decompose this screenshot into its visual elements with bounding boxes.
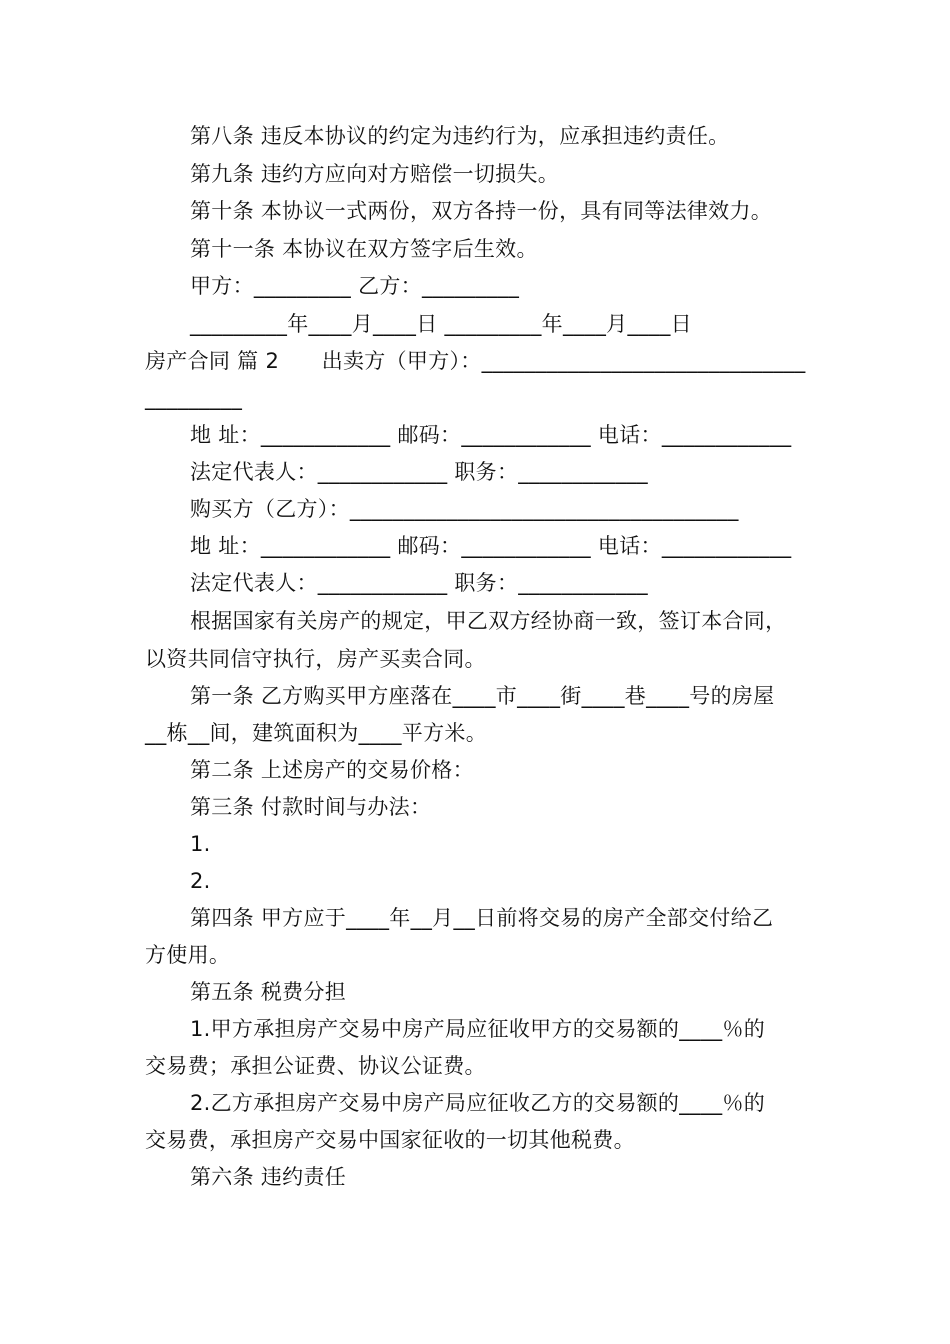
article-6-heading: 第六条 违约责任 xyxy=(190,1165,347,1189)
seller-address-line: 地 址：____________ 邮码：____________ 电话：____________ xyxy=(190,423,792,447)
article-9-text: 第九条 违约方应向对方赔偿一切损失。 xyxy=(190,162,560,186)
article-1-line-1: 第一条 乙方购买甲方座落在____市____街____巷____号的房屋 xyxy=(190,684,775,708)
article-5-heading: 第五条 税费分担 xyxy=(190,980,347,1004)
tax-item-2-line-2: 交易费，承担房产交易中国家征收的一切其他税费。 xyxy=(145,1128,635,1152)
article-4-line-1: 第四条 甲方应于____年__月__日前将交易的房产全部交付给乙 xyxy=(190,906,774,930)
payment-item-1: 1. xyxy=(190,832,211,856)
tax-item-1-line-2: 交易费；承担公证费、协议公证费。 xyxy=(145,1054,486,1078)
payment-item-2: 2. xyxy=(190,869,211,893)
buyer-representative-line: 法定代表人：____________ 职务：____________ xyxy=(190,571,648,595)
article-10-text: 第十条 本协议一式两份，双方各持一份，具有同等法律效力。 xyxy=(190,199,773,223)
article-4-line-2: 方使用。 xyxy=(145,943,231,967)
preamble-line-1: 根据国家有关房产的规定，甲乙双方经协商一致，签订本合同， xyxy=(190,609,787,633)
signature-parties-line: 甲方：_________ 乙方：_________ xyxy=(190,274,520,298)
buyer-address-line: 地 址：____________ 邮码：____________ 电话：____________ xyxy=(190,534,792,558)
tax-item-1-line-1: 1.甲方承担房产交易中房产局应征收甲方的交易额的____％的 xyxy=(190,1017,766,1041)
article-11-text: 第十一条 本协议在双方签字后生效。 xyxy=(190,237,538,261)
seller-name-continuation: _________ xyxy=(145,386,243,410)
contract-2-heading-seller-line: 房产合同 篇 2 出卖方（甲方）：______________________________ xyxy=(145,349,806,373)
preamble-line-2: 以资共同信守执行，房产买卖合同。 xyxy=(145,647,486,671)
signature-date-line: _________年____月____日 _________年____月____日 xyxy=(190,312,692,336)
article-1-line-2: __栋__间，建筑面积为____平方米。 xyxy=(145,721,487,745)
article-2-text: 第二条 上述房产的交易价格： xyxy=(190,758,474,782)
article-8-text: 第八条 违反本协议的约定为违约行为，应承担违约责任。 xyxy=(190,124,730,148)
buyer-line: 购买方（乙方）：____________________________________ xyxy=(190,497,739,521)
tax-item-2-line-1: 2.乙方承担房产交易中房产局应征收乙方的交易额的____％的 xyxy=(190,1091,766,1115)
seller-representative-line: 法定代表人：____________ 职务：____________ xyxy=(190,460,648,484)
article-3-text: 第三条 付款时间与办法： xyxy=(190,795,432,819)
